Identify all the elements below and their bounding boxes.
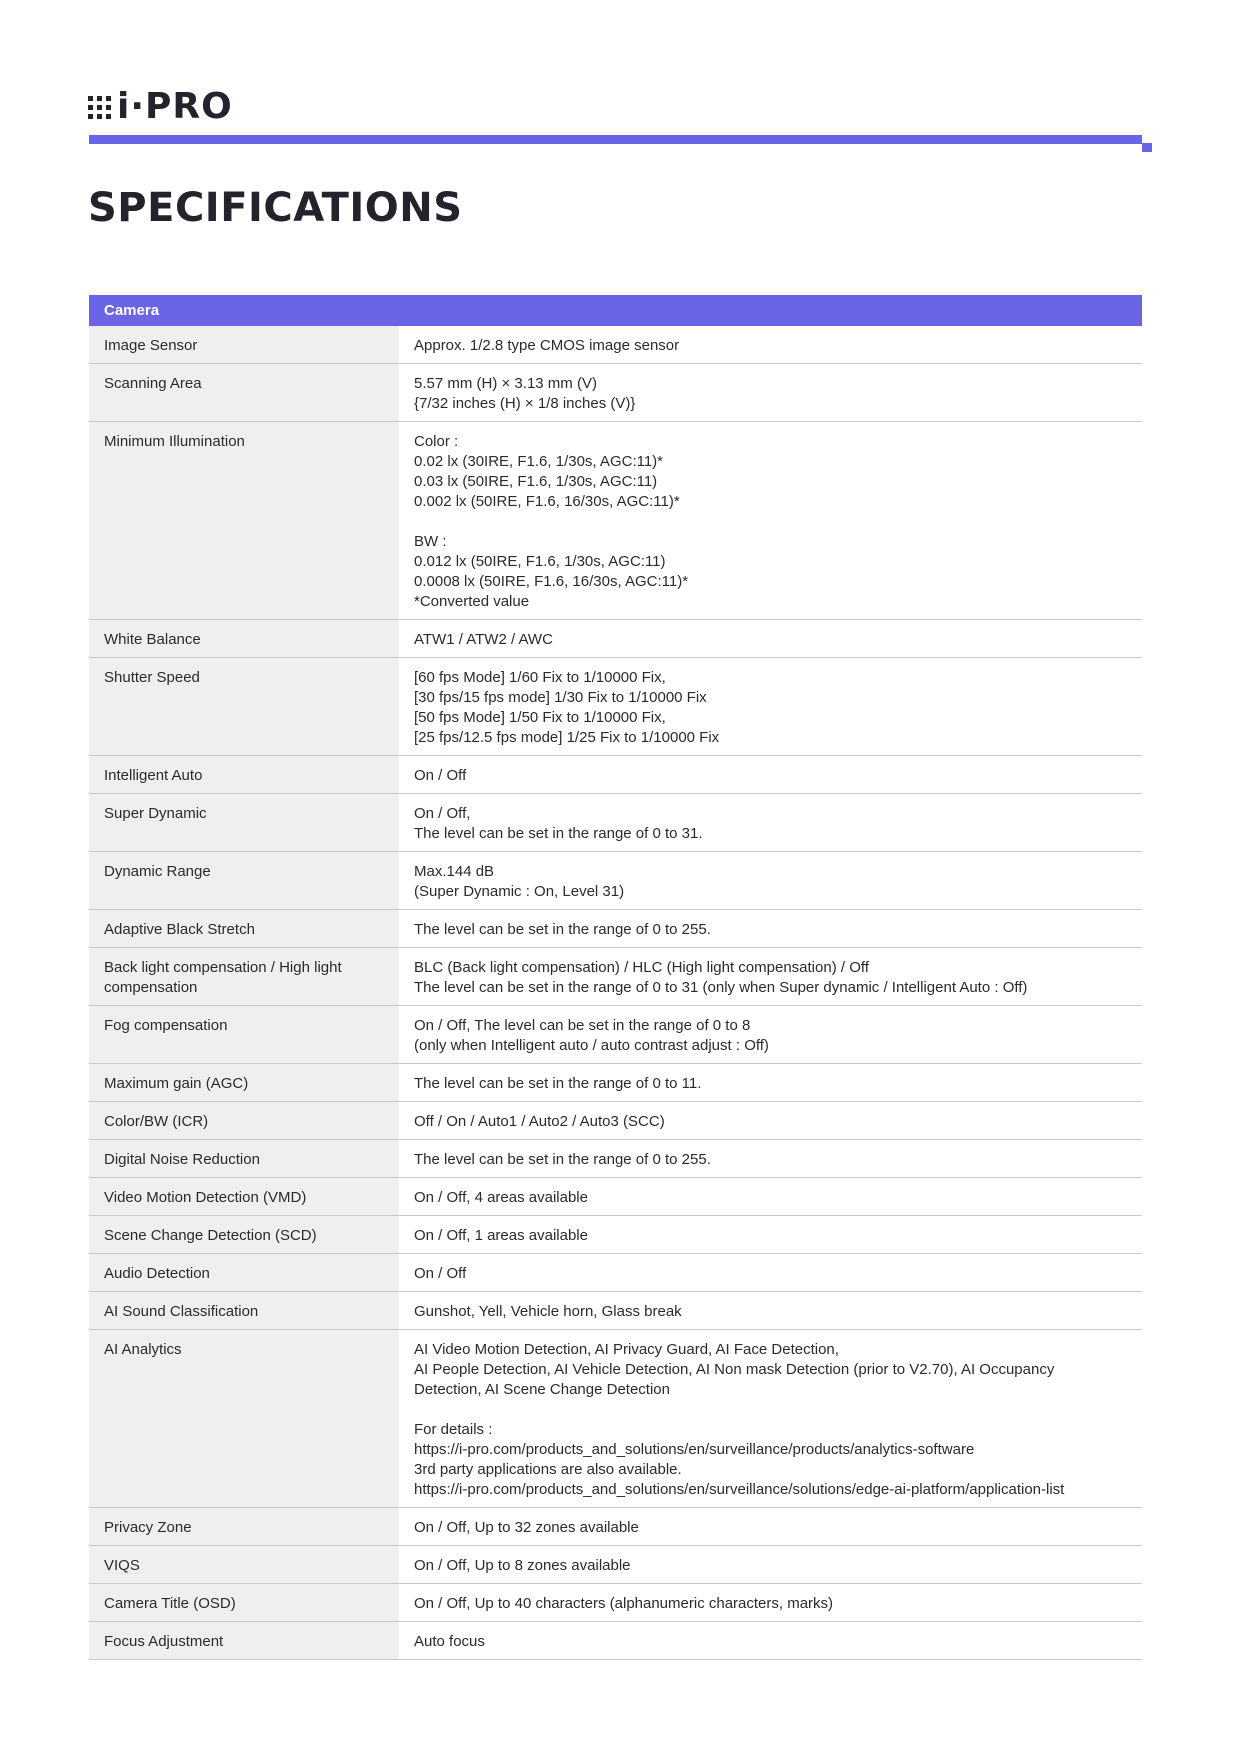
spec-label: Adaptive Black Stretch: [89, 910, 399, 947]
spec-value: The level can be set in the range of 0 to 255.: [414, 1151, 711, 1168]
table-row: [89, 658, 1142, 756]
table-row: [89, 620, 1142, 658]
spec-value: Auto focus: [414, 1633, 485, 1650]
table-row: [89, 1006, 1142, 1064]
spec-value: ATW1 / ATW2 / AWC: [414, 631, 553, 648]
spec-label: AI Analytics: [89, 1330, 399, 1507]
spec-value: On / Off, Up to 32 zones available: [414, 1519, 639, 1536]
table-row: [89, 756, 1142, 794]
table-row: [89, 1546, 1142, 1584]
spec-label: Dynamic Range: [89, 852, 399, 909]
spec-table: [89, 295, 1142, 1660]
spec-value: BLC (Back light compensation) / HLC (High light compensation) / Off The level can be set in the range of 0 to 31 (only when Super dynamic / Intelligent Auto : Off): [414, 959, 1028, 996]
spec-value: Gunshot, Yell, Vehicle horn, Glass break: [414, 1303, 682, 1320]
table-row: [89, 948, 1142, 1006]
spec-value: Off / On / Auto1 / Auto2 / Auto3 (SCC): [414, 1113, 665, 1130]
table-row: [89, 1584, 1142, 1622]
table-row: [89, 1508, 1142, 1546]
spec-label: Audio Detection: [89, 1254, 399, 1291]
logo-dots-icon: [88, 96, 111, 119]
table-row: [89, 1622, 1142, 1660]
table-row: [89, 326, 1142, 364]
i-pro-logo: [88, 88, 233, 126]
spec-value: Color : 0.02 lx (30IRE, F1.6, 1/30s, AGC:11)* 0.03 lx (50IRE, F1.6, 1/30s, AGC:11) 0.002 lx (50IRE, F1.6, 16/30s, AGC:11)* BW : 0.012 lx (50IRE, F1.6, 1/30s, AGC:11) 0.0008 lx (50IRE, F1.6, 16/30s, AGC:11)* *Converted value: [414, 433, 689, 610]
spec-value: On / Off, The level can be set in the range of 0 to 31.: [414, 805, 703, 842]
spec-label: Scene Change Detection (SCD): [89, 1216, 399, 1253]
table-row: [89, 1064, 1142, 1102]
spec-value: The level can be set in the range of 0 to 255.: [414, 921, 711, 938]
spec-value: Max.144 dB (Super Dynamic : On, Level 31): [414, 863, 625, 900]
table-row: [89, 1292, 1142, 1330]
logo-text: i·PRO: [117, 86, 233, 127]
spec-label: VIQS: [89, 1546, 399, 1583]
table-row: [89, 1216, 1142, 1254]
spec-value: On / Off, Up to 40 characters (alphanumeric characters, marks): [414, 1595, 834, 1612]
spec-label: Back light compensation / High light compensation: [89, 948, 399, 1005]
spec-label: Shutter Speed: [89, 658, 399, 755]
table-row: [89, 1178, 1142, 1216]
spec-value: On / Off, 1 areas available: [414, 1227, 588, 1244]
spec-label: White Balance: [89, 620, 399, 657]
spec-value: The level can be set in the range of 0 to 11.: [414, 1075, 702, 1092]
spec-label: Digital Noise Reduction: [89, 1140, 399, 1177]
spec-label: Scanning Area: [89, 364, 399, 421]
spec-label: Super Dynamic: [89, 794, 399, 851]
spec-label: Camera Title (OSD): [89, 1584, 399, 1621]
header-accent-bar: [89, 135, 1142, 144]
spec-label: Video Motion Detection (VMD): [89, 1178, 399, 1215]
spec-label: Privacy Zone: [89, 1508, 399, 1545]
spec-value: AI Video Motion Detection, AI Privacy Guard, AI Face Detection, AI People Detection, AI Vehicle Detection, AI Non mask Detection (prior to V2.70), AI Occupancy Detection, AI Scene Change Detection For details : https://i-pro.com/products_and_solutions/en/surveillance/products/analytics-software 3rd party applications are also available. https://i-pro.com/products_and_solutions/en/surveillance/solutions/edge-ai-platform/application-list: [414, 1341, 1065, 1498]
spec-value: On / Off, Up to 8 zones available: [414, 1557, 631, 1574]
spec-value: On / Off, 4 areas available: [414, 1189, 588, 1206]
spec-label: Fog compensation: [89, 1006, 399, 1063]
table-row: [89, 1102, 1142, 1140]
table-row: [89, 852, 1142, 910]
spec-label: Color/BW (ICR): [89, 1102, 399, 1139]
spec-value: 5.57 mm (H) × 3.13 mm (V) {7/32 inches (H) × 1/8 inches (V)}: [414, 375, 636, 412]
spec-label: Maximum gain (AGC): [89, 1064, 399, 1101]
table-row: [89, 1254, 1142, 1292]
spec-label: Intelligent Auto: [89, 756, 399, 793]
spec-rows: [89, 326, 1142, 1660]
spec-value: On / Off: [414, 1265, 467, 1282]
table-row: [89, 422, 1142, 620]
spec-label: Image Sensor: [89, 326, 399, 363]
section-header-camera: Camera: [89, 295, 1142, 326]
table-row: [89, 1140, 1142, 1178]
spec-value: On / Off: [414, 767, 467, 784]
spec-value: Approx. 1/2.8 type CMOS image sensor: [414, 337, 680, 354]
header-accent-bar-end: [1142, 143, 1152, 152]
spec-value: [60 fps Mode] 1/60 Fix to 1/10000 Fix, [30 fps/15 fps mode] 1/30 Fix to 1/10000 Fix [50 fps Mode] 1/50 Fix to 1/10000 Fix, [25 fps/12.5 fps mode] 1/25 Fix to 1/10000 Fix: [414, 669, 720, 746]
spec-label: Focus Adjustment: [89, 1622, 399, 1659]
table-row: [89, 794, 1142, 852]
spec-label: Minimum Illumination: [89, 422, 399, 619]
spec-label: AI Sound Classification: [89, 1292, 399, 1329]
spec-value: On / Off, The level can be set in the range of 0 to 8 (only when Intelligent auto / auto contrast adjust : Off): [414, 1017, 769, 1054]
page-title: SPECIFICATIONS: [88, 185, 463, 231]
table-row: [89, 1330, 1142, 1508]
table-row: [89, 364, 1142, 422]
table-row: [89, 910, 1142, 948]
